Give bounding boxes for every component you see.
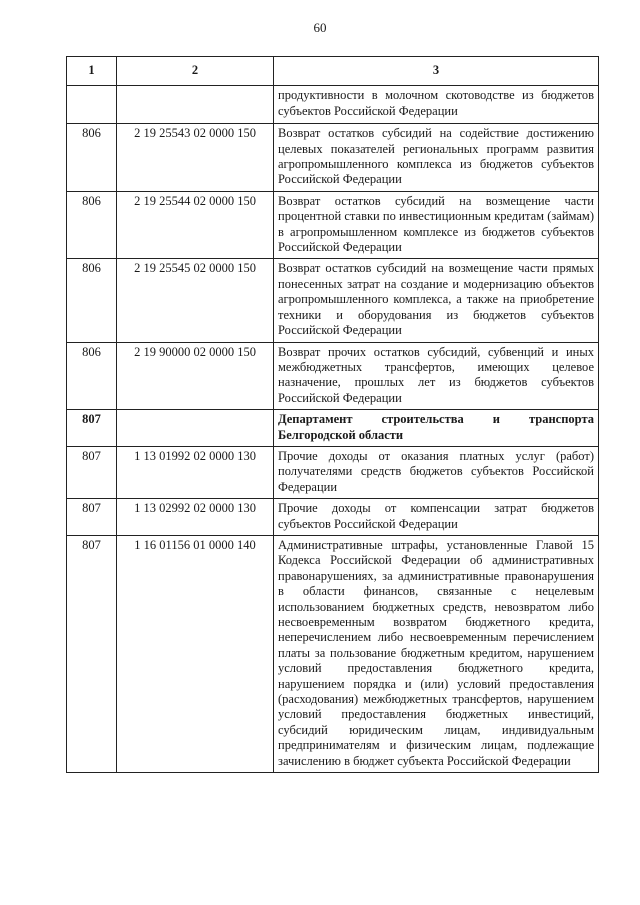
table-header-row [67, 57, 599, 86]
budget-code-cell [117, 86, 274, 124]
budget-code-cell: 2 19 25545 02 0000 150 [117, 259, 274, 342]
description-cell: Возврат остатков субсидий на возмещение части прямых понесенных затрат на создание и модернизацию объектов агропромышленного комплекса, а также на приобретение техники и оборудования из бюджетов субъектов Российской Федерации [274, 259, 599, 342]
admin-code-cell: 807 [67, 410, 117, 447]
admin-code-cell: 806 [67, 259, 117, 342]
description-cell: Возврат прочих остатков субсидий, субвенций и иных межбюджетных трансфертов, имеющих целевое назначение, прошлых лет из бюджетов субъектов Российской Федерации [274, 342, 599, 410]
budget-code-cell: 1 13 01992 02 0000 130 [117, 446, 274, 498]
admin-code-cell: 806 [67, 342, 117, 410]
table-row [67, 499, 599, 536]
budget-code-cell: 1 16 01156 01 0000 140 [117, 535, 274, 772]
budget-code-cell: 2 19 25544 02 0000 150 [117, 191, 274, 259]
header-col-2: 2 [117, 57, 274, 86]
description-cell: Департамент строительства и транспорта Белгородской области [274, 410, 599, 447]
admin-code-cell: 807 [67, 446, 117, 498]
budget-code-cell: 2 19 25543 02 0000 150 [117, 124, 274, 192]
admin-code-cell: 807 [67, 499, 117, 536]
description-cell: Возврат остатков субсидий на возмещение части процентной ставки по инвестиционным кредитам (займам) в агропромышленном комплексе из бюджетов субъектов Российской Федерации [274, 191, 599, 259]
table-row [67, 124, 599, 192]
table-row [67, 446, 599, 498]
table-row [67, 191, 599, 259]
admin-code-cell: 806 [67, 191, 117, 259]
table-row [67, 86, 599, 124]
table-row [67, 342, 599, 410]
budget-code-cell [117, 410, 274, 447]
budget-code-cell: 2 19 90000 02 0000 150 [117, 342, 274, 410]
budget-code-cell: 1 13 02992 02 0000 130 [117, 499, 274, 536]
budget-classification-table [66, 56, 599, 773]
table-row [67, 259, 599, 342]
description-cell: продуктивности в молочном скотоводстве из бюджетов субъектов Российской Федерации [274, 86, 599, 124]
header-col-3: 3 [274, 57, 599, 86]
page-number: 60 [313, 20, 327, 35]
table-body [67, 86, 599, 773]
admin-code-cell [67, 86, 117, 124]
header-col-1: 1 [67, 57, 117, 86]
admin-code-cell: 806 [67, 124, 117, 192]
admin-code-cell: 807 [67, 535, 117, 772]
table-row [67, 535, 599, 772]
description-cell: Прочие доходы от компенсации затрат бюджетов субъектов Российской Федерации [274, 499, 599, 536]
description-cell: Прочие доходы от оказания платных услуг (работ) получателями средств бюджетов субъектов Российской Федерации [274, 446, 599, 498]
description-cell: Возврат остатков субсидий на содействие достижению целевых показателей региональных программ развития агропромышленного комплекса из бюджетов субъектов Российской Федерации [274, 124, 599, 192]
description-cell: Административные штрафы, установленные Главой 15 Кодекса Российской Федерации об административных правонарушениях, за административные правонарушения в области финансов, связанные с нецелевым использованием бюджетных средств, невозвратом либо несвоевременным возвратом бюджетного кредита, неперечислением либо несвоевременным перечислением платы за пользование бюджетным кредитом, нарушением условий предоставления бюджетного кредита, нарушением порядка и (или) условий предоставления (расходования) межбюджетных трансфертов, нарушением условий предоставления бюджетных инвестиций, субсидий юридическим лицам, индивидуальным предпринимателям и физическим лицам, подлежащие зачислению в бюджет субъекта Российской Федерации [274, 535, 599, 772]
table-row [67, 410, 599, 447]
